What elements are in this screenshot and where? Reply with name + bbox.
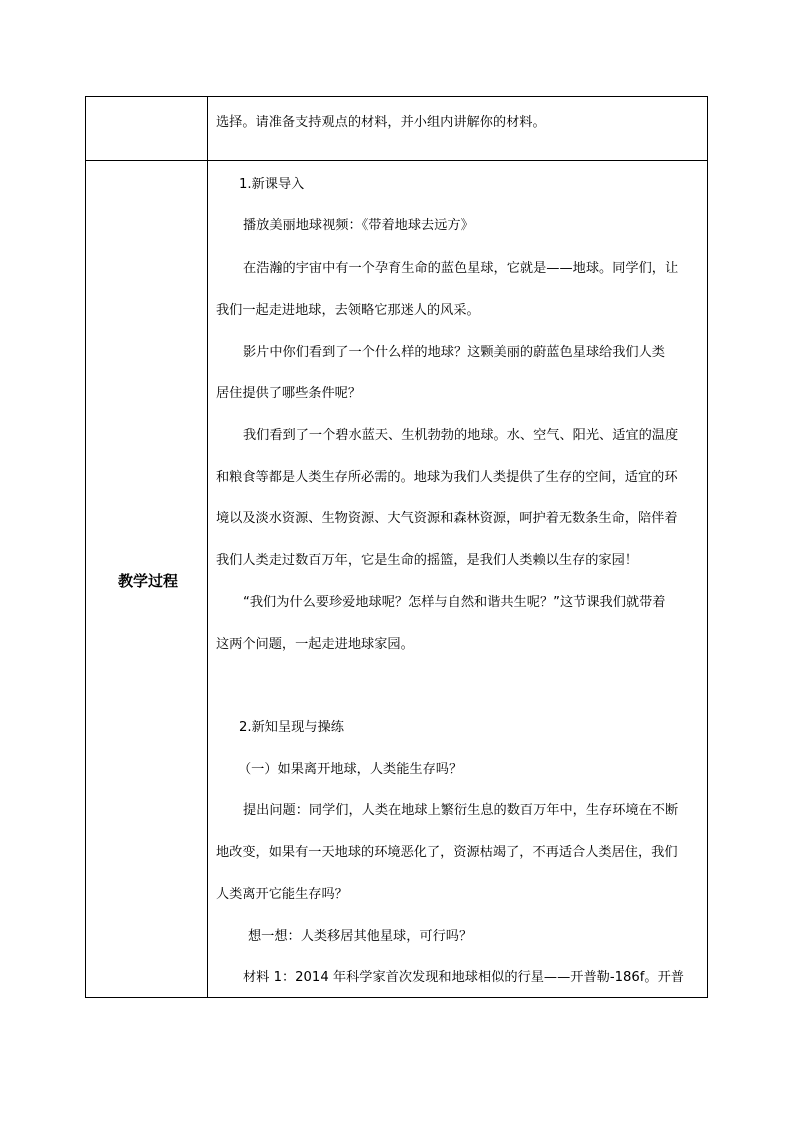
paragraph-line: 境以及淡水资源、生物资源、大气资源和森林资源，呵护着无数条生命，陪伴着 xyxy=(216,511,678,526)
section-heading: 2.新知呈现与操练 xyxy=(239,720,344,735)
subsection-heading: （一）如果离开地球，人类能生存吗？ xyxy=(238,762,463,777)
paragraph-line: 和粮食等都是人类生存所必需的。地球为我们人类提供了生存的空间，适宜的环 xyxy=(216,470,678,485)
paragraph-line: 这两个问题，一起走进地球家园。 xyxy=(216,637,414,652)
paragraph-line: 居住提供了哪些条件呢？ xyxy=(216,386,362,401)
paragraph-line: 提出问题：同学们，人类在地球上繁衍生息的数百万年中，生存环境在不断 xyxy=(243,803,679,818)
section-heading: 1.新课导入 xyxy=(239,177,305,192)
paragraph-line: 影片中你们看到了一个什么样的地球？这颗美丽的蔚蓝色星球给我们人类 xyxy=(243,345,665,360)
lesson-plan-table xyxy=(85,96,708,998)
paragraph-line: 材料 1：2014 年科学家首次发现和地球相似的行星——开普勒-186f。开普 xyxy=(243,970,684,985)
paragraph-line: 人类离开它能生存吗？ xyxy=(216,887,348,902)
paragraph-line: 播放美丽地球视频：《带着地球去远方》 xyxy=(243,218,474,233)
column-divider xyxy=(207,97,208,997)
row1-text: 选择。请准备支持观点的材料，并小组内讲解你的材料。 xyxy=(216,115,546,130)
paragraph-line: 我们一起走进地球，去领略它那迷人的风采。 xyxy=(216,303,480,318)
row-divider xyxy=(86,160,707,161)
teaching-process-label: 教学过程 xyxy=(118,572,179,590)
paragraph-line: 地改变，如果有一天地球的环境恶化了，资源枯竭了，不再适合人类居住，我们 xyxy=(216,845,678,860)
paragraph-line: 我们人类走过数百万年，它是生命的摇篮，是我们人类赖以生存的家园！ xyxy=(216,553,638,568)
paragraph-line: “我们为什么要珍爱地球呢？怎样与自然和谐共生呢？”这节课我们就带着 xyxy=(243,595,666,610)
paragraph-line: 我们看到了一个碧水蓝天、生机勃勃的地球。水、空气、阳光、适宜的温度 xyxy=(243,428,679,443)
paragraph-line: 在浩瀚的宇宙中有一个孕育生命的蓝色星球，它就是——地球。同学们，让 xyxy=(243,261,679,276)
paragraph-line: 想一想：人类移居其他星球，可行吗？ xyxy=(248,929,473,944)
